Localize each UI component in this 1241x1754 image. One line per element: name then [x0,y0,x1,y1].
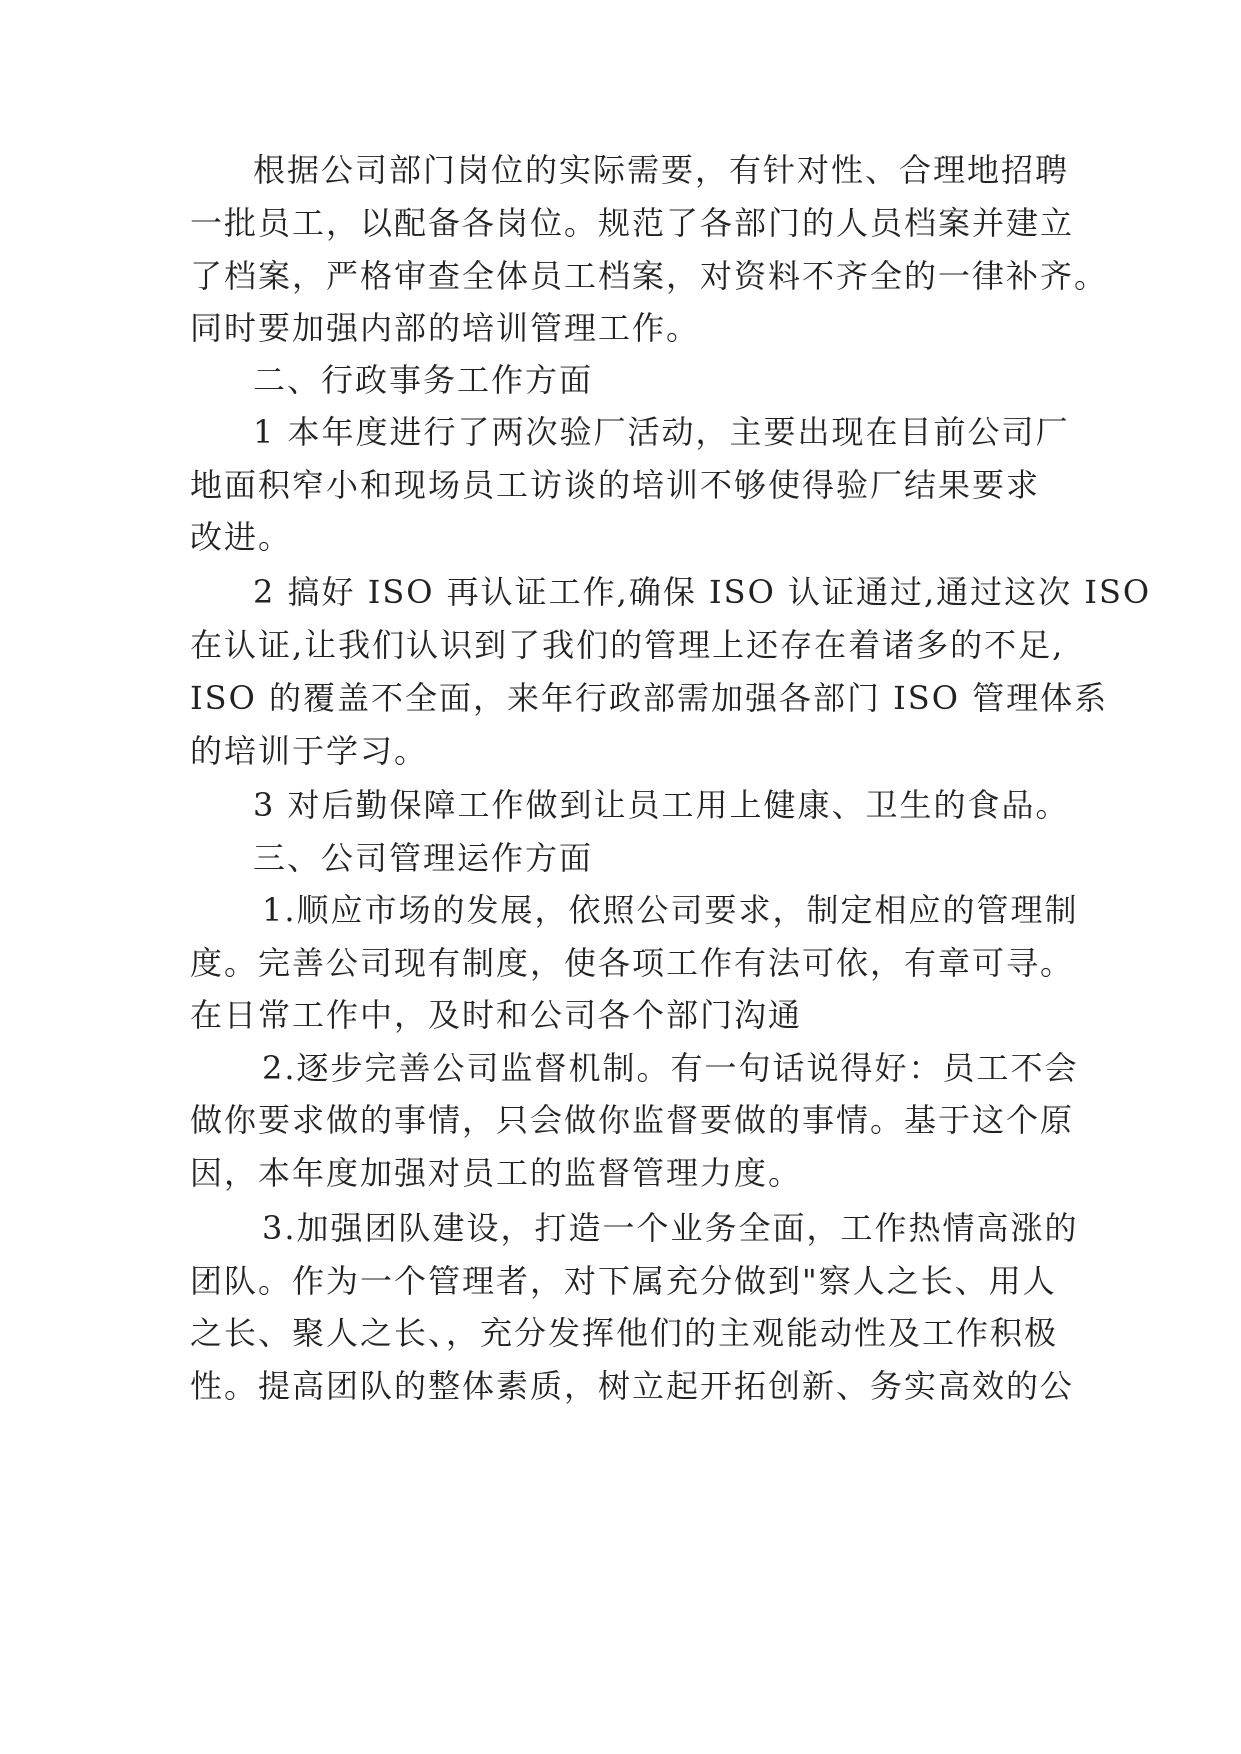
item-2-line-2: 在认证,让我们认识到了我们的管理上还存在着诸多的不足, [190,626,1065,664]
paragraph-1-line-2: 一批员工，以配备各岗位。规范了各部门的人员档案并建立 [190,204,1075,242]
item-1-line-1: 1 本年度进行了两次验厂活动，主要出现在目前公司厂 [253,413,1070,451]
mgmt-item-3-line-1: 3.加强团队建设，打造一个业务全面，工作热情高涨的 [262,1209,1079,1247]
paragraph-1-line-4: 同时要加强内部的培训管理工作。 [190,309,701,347]
mgmt-item-2-line-1: 2.逐步完善公司监督机制。有一句话说得好：员工不会 [262,1049,1079,1087]
mgmt-item-1-line-3: 在日常工作中，及时和公司各个部门沟通 [190,996,803,1034]
item-2-line-3: ISO 的覆盖不全面，来年行政部需加强各部门 ISO 管理体系 [190,679,1109,717]
mgmt-item-2-line-3: 因，本年度加强对员工的监督管理力度。 [190,1154,803,1192]
paragraph-1-line-3: 了档案，严格审查全体员工档案，对资料不齐全的一律补齐。 [190,257,1109,295]
mgmt-item-3-line-2: 团队。作为一个管理者，对下属充分做到"察人之长、用人 [190,1262,1057,1300]
paragraph-1-line-1: 根据公司部门岗位的实际需要，有针对性、合理地招聘 [253,151,1070,189]
mgmt-item-3-line-3: 之长、聚人之长、，充分发挥他们的主观能动性及工作积极 [190,1314,1059,1352]
item-3-line-1: 3 对后勤保障工作做到让员工用上健康、卫生的食品。 [253,786,1070,824]
mgmt-item-1-line-1: 1.顺应市场的发展，依照公司要求，制定相应的管理制 [262,891,1079,929]
mgmt-item-1-line-2: 度。完善公司现有制度，使各项工作有法可依，有章可寻。 [190,944,1075,982]
mgmt-item-2-line-2: 做你要求做的事情，只会做你监督要做的事情。基于这个原 [190,1101,1075,1139]
mgmt-item-3-line-4: 性。提高团队的整体素质，树立起开拓创新、务实高效的公 [190,1367,1075,1405]
item-2-line-4: 的培训于学习。 [190,732,429,770]
item-2-line-1: 2 搞好 ISO 再认证工作,确保 ISO 认证通过,通过这次 ISO [253,573,1152,611]
item-1-line-3: 改进。 [190,518,293,556]
section-heading-3: 三、公司管理运作方面 [253,839,594,877]
section-heading-2: 二、行政事务工作方面 [253,361,594,399]
item-1-line-2: 地面积窄小和现场员工访谈的培训不够使得验厂结果要求 [190,466,1041,504]
